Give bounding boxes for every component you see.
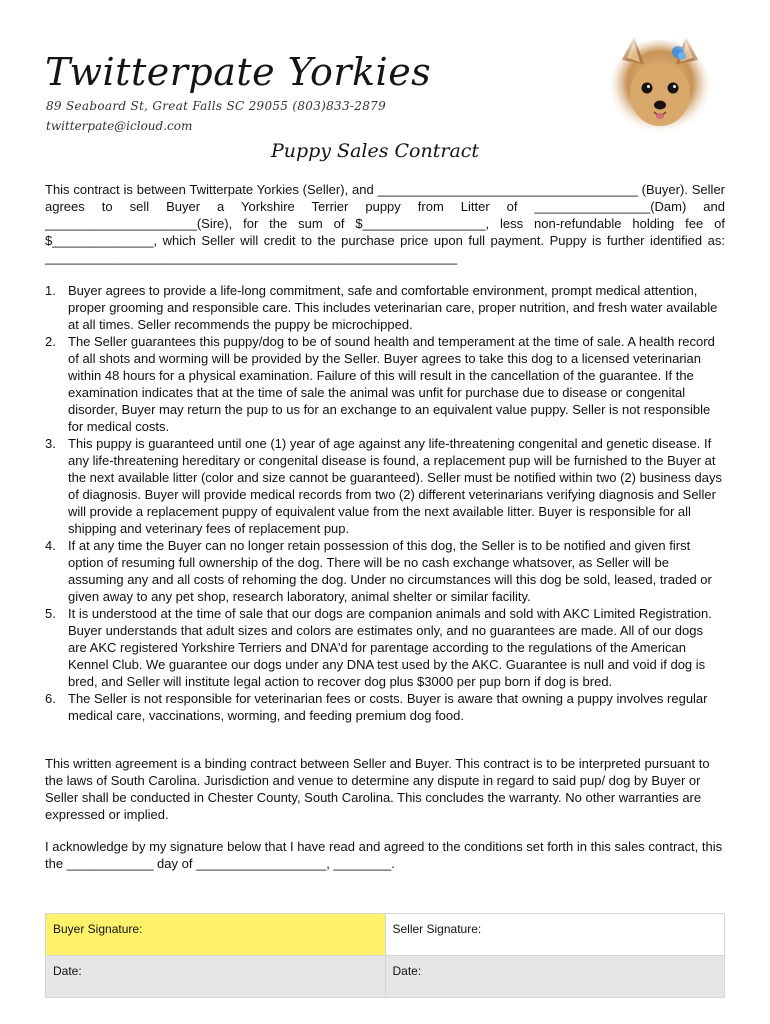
term-item: [45, 690, 725, 724]
intro-paragraph: [45, 181, 725, 266]
signature-table: [45, 913, 725, 998]
term-number: 6.: [45, 691, 56, 706]
seller-date-label: Date:: [392, 964, 422, 978]
business-address: 89 Seaboard St, Great Falls SC 29055 (803)833-2879: [46, 99, 387, 113]
terms-list: [45, 282, 725, 724]
closing-text: This written agreement is a binding contract between Seller and Buyer. This contract is to be interpreted pursuant to the laws of South Carolina. Jurisdiction and venue to determine any dispute in regard to said pup/ dog by Buyer or Seller shall be conducted in Chester County, South Carolina. This concludes the warranty. No other warranties are expressed or implied.: [45, 756, 710, 822]
acknowledgement-text: I acknowledge by my signature below that I have read and agreed to the conditions set forth in this sales contract, this the ____________ day of __________________, ________.: [45, 839, 723, 871]
term-text: This puppy is guaranteed until one (1) year of age against any life-threatening congenital and genetic disease. If any life-threatening hereditary or congenital disease is found, a replacement pup will be furnished to the Buyer at the next available litter (color and size cannot be guaranteed). Seller must be notified within two (2) business days of diagnosis. Buyer will provide medical records from two (2) different veterinarians verifying diagnosis and Seller will provide a replacement puppy of equivalent value from the next available litter. Buyer is responsible for all shipping and veterinary fees of replacement pup.: [68, 436, 722, 536]
buyer-date-field[interactable]: [46, 956, 386, 998]
term-text: It is understood at the time of sale that our dogs are companion animals and sold with AKC Limited Registration. Buyer understands that adult sizes and colors are estimates only, and no guarantees are made. All of our dogs are AKC registered Yorkshire Terriers and DNA'd for parentage according to the regulations of the American Kennel Club. We guarantee our dogs under any DNA test used by the AKC. Guarantee is null and void if dog is bred, and Seller will institute legal action to recover dog plus $3000 per pup born if dog is bred.: [68, 606, 712, 689]
brand-title: Twitterpate Yorkies: [45, 50, 432, 94]
term-item: [45, 333, 725, 435]
seller-signature-label: Seller Signature:: [392, 922, 482, 936]
term-item: [45, 435, 725, 537]
seller-signature-field[interactable]: [385, 914, 725, 956]
term-number: 1.: [45, 283, 56, 298]
term-number: 2.: [45, 334, 56, 349]
puppy-illustration: [600, 30, 720, 142]
term-item: [45, 605, 725, 690]
term-item: [45, 282, 725, 333]
term-number: 3.: [45, 436, 56, 451]
buyer-signature-field[interactable]: [46, 914, 386, 956]
date-row: [46, 956, 725, 998]
buyer-date-label: Date:: [53, 964, 82, 978]
seller-date-field[interactable]: [385, 956, 725, 998]
yorkie-puppy-photo: [600, 30, 720, 142]
intro-text: This contract is between Twitterpate Yorkies (Seller), and ____________________________________ (Buyer). Seller agrees to sell Buyer a Yorkshire Terrier puppy from Litter of ________________(Dam) and _____________________(Sire), for the sum of $_________________, less non-refundable holding fee of $______________, which Seller will credit to the purchase price upon full payment. Puppy is further identified as: _________________________________________________________: [45, 182, 725, 265]
term-item: [45, 537, 725, 605]
business-email: twitterpate@icloud.com: [46, 119, 193, 133]
term-text: Buyer agrees to provide a life-long commitment, safe and comfortable environment, prompt medical attention, proper grooming and responsible care. This includes veterinarian care, proper nutrition, and fresh water available at all times. Seller recommends the puppy be microchipped.: [68, 283, 718, 332]
term-text: The Seller is not responsible for veterinarian fees or costs. Buyer is aware that owning a puppy involves regular medical care, vaccinations, worming, and feeding premium dog food.: [68, 691, 708, 723]
buyer-signature-label: Buyer Signature:: [53, 922, 143, 936]
signature-row: [46, 914, 725, 956]
term-text: If at any time the Buyer can no longer retain possession of this dog, the Seller is to be notified and given first option of resuming full ownership of the dog. There will be no cash exchange whatsover, as Seller will be assuming any and all costs of rehoming the dog. Under no circumstances will this dog be sold, leased, traded or given away to any pet shop, research laboratory, animal shelter or similar facility.: [68, 538, 712, 604]
term-text: The Seller guarantees this puppy/dog to be of sound health and temperament at the time of sale. A health record of all shots and worming will be provided by the Seller. Buyer agrees to take this dog to a licensed veterinarian within 48 hours for a physical examination. Failure of this will result in the cancellation of the guarantee. If the examination indicates that at the time of sale the animal was unfit for purchase due to disease or congenital disorder, Buyer may return the pup to us for an exchange to an equivalent value puppy. Seller is not responsible for medical costs.: [68, 334, 715, 434]
acknowledgement-paragraph: [45, 838, 725, 872]
document-title: Puppy Sales Contract: [270, 140, 480, 162]
term-number: 5.: [45, 606, 56, 621]
term-number: 4.: [45, 538, 56, 553]
closing-paragraph: [45, 755, 725, 823]
